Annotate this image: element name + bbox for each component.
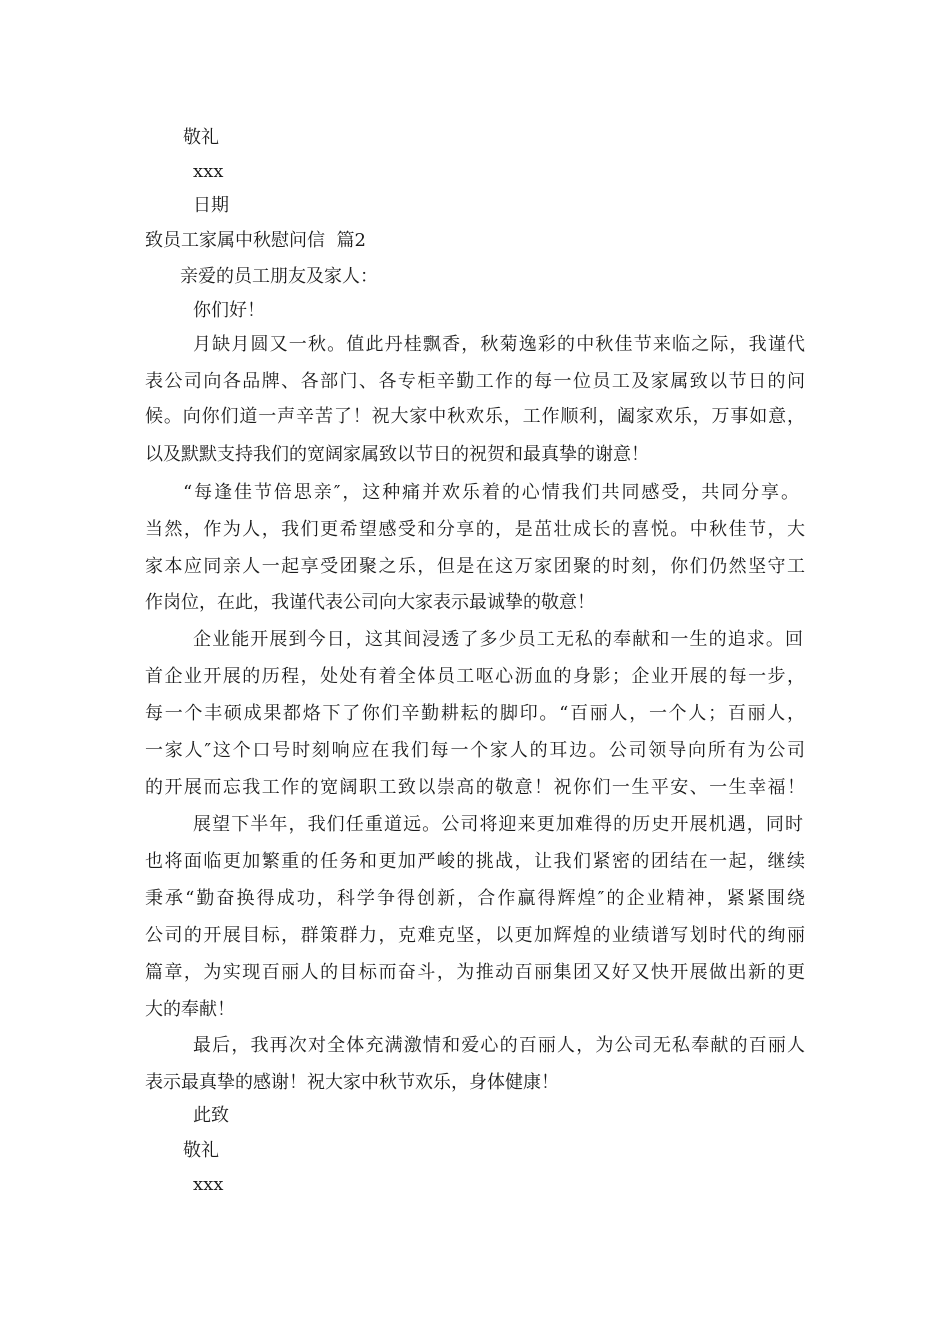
closing-signer: xxx <box>193 1174 224 1195</box>
paragraph-3-line-5: 的开展而忘我工作的宽阔职工致以崇高的敬意！祝你们一生平安、一生幸福！ <box>145 777 805 798</box>
paragraph-1-line-1: 月缺月圆又一秋。值此丹桂飘香，秋菊逸彩的中秋佳节来临之际，我谨代 <box>193 334 805 355</box>
closing-salute: 敬礼 <box>183 1140 219 1161</box>
paragraph-2-line-4: 作岗位，在此，我谨代表公司向大家表示最诚挚的敬意！ <box>145 592 595 613</box>
paragraph-1-line-4: 以及默默支持我们的宽阔家属致以节日的祝贺和最真挚的谢意！ <box>145 444 649 465</box>
paragraph-2-line-1: “每逢佳节倍思亲″，这种痛并欢乐着的心情我们共同感受，共同分享。 <box>183 482 799 503</box>
paragraph-3-line-3: 每一个丰硕成果都烙下了你们辛勤耕耘的脚印。“百丽人，一个人；百丽人， <box>145 703 805 724</box>
paragraph-1-line-3: 候。向你们道一声辛苦了！祝大家中秋欢乐，工作顺利，阖家欢乐，万事如意， <box>145 406 805 427</box>
section-title: 致员工家属中秋慰问信 篇2 <box>145 230 366 251</box>
paragraph-4-line-4: 公司的开展目标，群策群力，克难克坚，以更加辉煌的业绩谱写划时代的绚丽 <box>145 925 805 946</box>
paragraph-3-line-1: 企业能开展到今日，这其间浸透了多少员工无私的奉献和一生的追求。回 <box>193 629 803 650</box>
paragraph-1-line-2: 表公司向各品牌、各部门、各专柜辛勤工作的每一位员工及家属致以节日的问 <box>145 371 805 392</box>
paragraph-3-line-2: 首企业开展的历程，处处有着全体员工呕心沥血的身影；企业开展的每一步， <box>145 666 805 687</box>
top-date: 日期 <box>193 195 229 216</box>
top-signer: xxx <box>193 161 224 182</box>
paragraph-5-line-2: 表示最真挚的感谢！祝大家中秋节欢乐，身体健康！ <box>145 1072 559 1093</box>
greeting: 亲爱的员工朋友及家人： <box>180 266 378 287</box>
paragraph-2-line-3: 家本应同亲人一起享受团聚之乐，但是在这万家团聚的时刻，你们仍然坚守工 <box>145 556 805 577</box>
paragraph-5-line-1: 最后，我再次对全体充满激情和爱心的百丽人，为公司无私奉献的百丽人 <box>193 1035 805 1056</box>
paragraph-4-line-2: 也将面临更加繁重的任务和更加严峻的挑战，让我们紧密的团结在一起，继续 <box>145 851 805 872</box>
paragraph-4-line-3: 秉承“勤奋换得成功，科学争得创新，合作赢得辉煌″的企业精神，紧紧围绕 <box>145 888 805 909</box>
paragraph-2-line-2: 当然，作为人，我们更希望感受和分享的，是茁壮成长的喜悦。中秋佳节，大 <box>145 519 805 540</box>
paragraph-4-line-1: 展望下半年，我们任重道远。公司将迎来更加难得的历史开展机遇，同时 <box>193 814 803 835</box>
closing-cizhi: 此致 <box>193 1105 229 1126</box>
paragraph-4-line-5: 篇章，为实现百丽人的目标而奋斗，为推动百丽集团又好又快开展做出新的更 <box>145 962 805 983</box>
hello: 你们好！ <box>193 300 265 321</box>
paragraph-3-line-4: 一家人″这个口号时刻响应在我们每一个家人的耳边。公司领导向所有为公司 <box>145 740 805 761</box>
paragraph-4-line-6: 大的奉献！ <box>145 999 235 1020</box>
top-salute: 敬礼 <box>183 127 219 148</box>
